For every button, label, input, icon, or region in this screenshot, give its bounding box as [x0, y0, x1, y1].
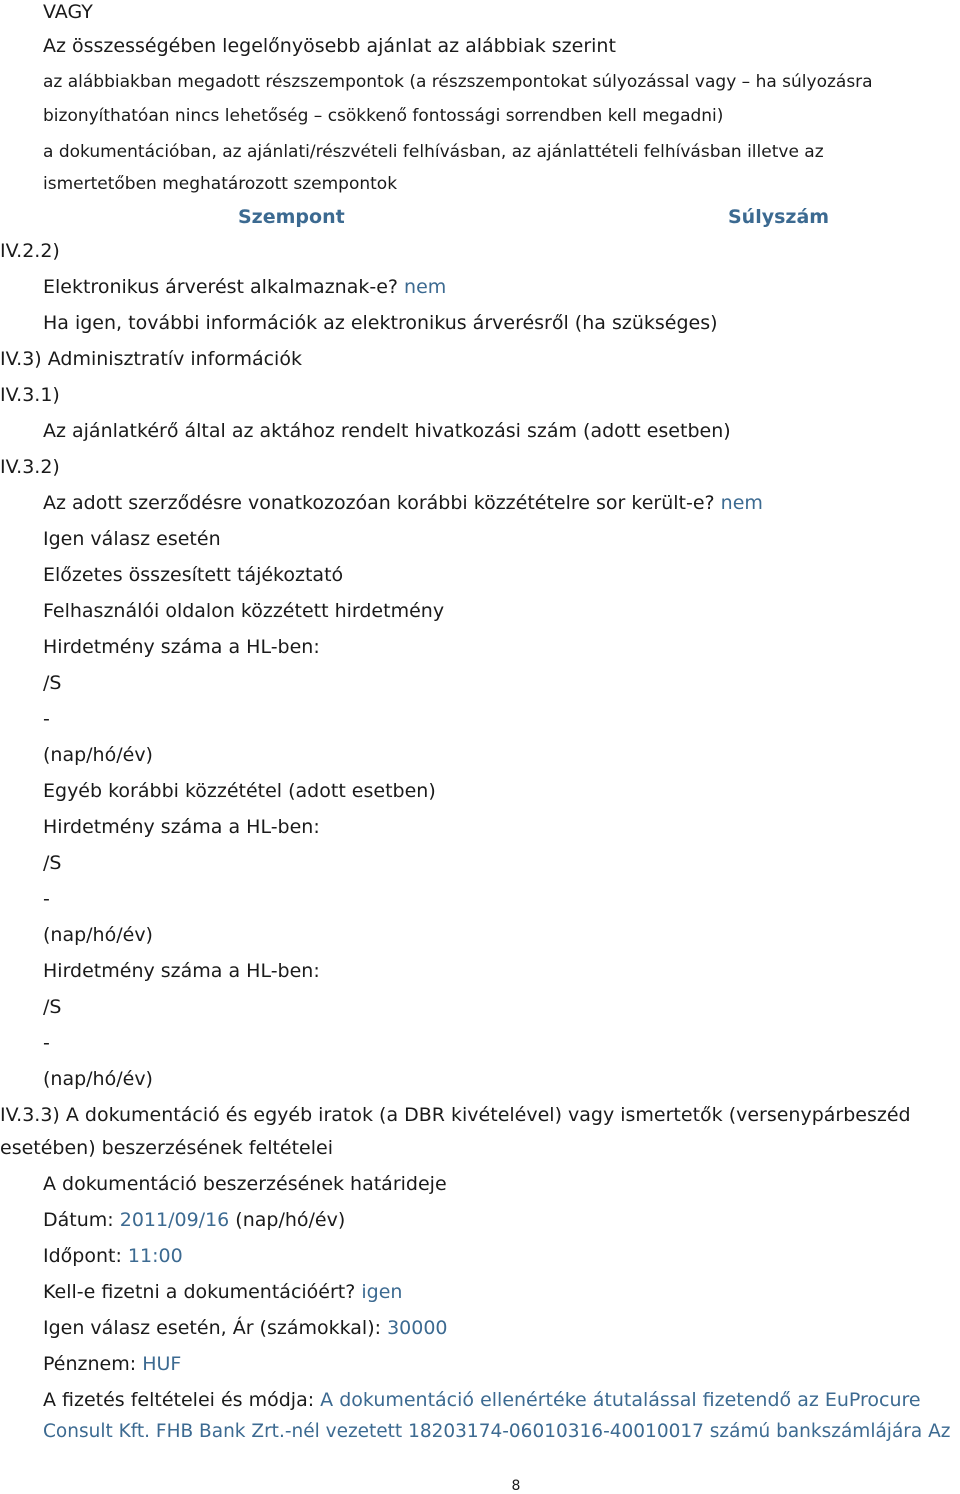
prior-information-notice: Előzetes összesített tájékoztató	[43, 564, 344, 586]
currency-row: Pénznem: HUF	[43, 1353, 182, 1375]
payment-required-row: Kell-e fizetni a dokumentációért? igen	[43, 1281, 403, 1303]
column-header-szempont: Szempont	[238, 206, 345, 228]
date-format-2: (nap/hó/év)	[43, 924, 153, 946]
time-value: 11:00	[127, 1245, 183, 1267]
subcriteria-text-2: bizonyíthatóan nincs lehetőség – csökkenő fontossági sorrendben kell megadni)	[43, 106, 724, 126]
e-auction-more-info: Ha igen, további információk az elektronikus árverésről (ha szükséges)	[43, 312, 718, 334]
payment-required-answer: igen	[361, 1281, 403, 1303]
currency-value: HUF	[142, 1353, 182, 1375]
section-iv33-line-1: IV.3.3) A dokumentáció és egyéb iratok (a DBR kivételével) vagy ismertetők (versenypárbeszéd	[0, 1104, 911, 1126]
payment-terms-value-2: Consult Kft. FHB Bank Zrt.-nél vezetett 18203174-06010316-40010017 számú bankszámlájára Az	[43, 1421, 951, 1442]
s-field-3: /S	[43, 996, 62, 1018]
price-row: Igen válasz esetén, Ár (számokkal): 30000	[43, 1317, 448, 1339]
hl-number-label-1: Hirdetmény száma a HL-ben:	[43, 636, 320, 658]
payment-terms-value-1: A dokumentáció ellenértéke átutalással fizetendő az EuProcure	[320, 1389, 921, 1411]
subcriteria-text-1: az alábbiakban megadott részszempontok (a részszempontokat súlyozással vagy – ha súlyozásra	[43, 72, 873, 92]
e-auction-question: Elektronikus árverést alkalmaznak-e? nem	[43, 276, 447, 298]
s-field-2: /S	[43, 852, 62, 874]
hl-number-label-2: Hirdetmény száma a HL-ben:	[43, 816, 320, 838]
hl-number-label-3: Hirdetmény száma a HL-ben:	[43, 960, 320, 982]
if-yes-label: Igen válasz esetén	[43, 528, 221, 550]
price-value: 30000	[387, 1317, 448, 1339]
section-iv31: IV.3.1)	[0, 384, 60, 406]
prior-publication-question: Az adott szerződésre vonatkozozóan korábbi közzétételre sor került-e? nem	[43, 492, 763, 514]
s-field-1: /S	[43, 672, 62, 694]
page-number: 8	[511, 1478, 521, 1494]
buyer-profile-notice: Felhasználói oldalon közzétett hirdetmény	[43, 600, 445, 622]
payment-terms-row: A fizetés feltételei és módja: A dokumentáció ellenértéke átutalással fizetendő az EuProcure	[43, 1389, 921, 1411]
documentation-deadline-heading: A dokumentáció beszerzésének határideje	[43, 1173, 447, 1195]
prior-publication-answer: nem	[720, 492, 763, 514]
date-format-1: (nap/hó/év)	[43, 744, 153, 766]
date-row: Dátum: 2011/09/16 (nap/hó/év)	[43, 1209, 346, 1231]
dash-2: -	[43, 888, 50, 910]
date-value: 2011/09/16	[119, 1209, 230, 1231]
date-format-3: (nap/hó/év)	[43, 1068, 153, 1090]
section-iv22: IV.2.2)	[0, 240, 60, 262]
reference-number-label: Az ajánlatkérő által az aktához rendelt hivatkozási szám (adott esetben)	[43, 420, 731, 442]
dash-3: -	[43, 1032, 50, 1054]
dash-1: -	[43, 708, 50, 730]
section-iv33-line-2: esetében) beszerzésének feltételei	[0, 1137, 333, 1159]
section-iv3: IV.3) Adminisztratív információk	[0, 348, 302, 370]
column-header-sulyszam: Súlyszám	[728, 206, 830, 228]
subcriteria-text-3: a dokumentációban, az ajánlati/részvételi felhívásban, az ajánlattételi felhívásban illetve az	[43, 142, 824, 162]
other-prior-publication: Egyéb korábbi közzététel (adott esetben)	[43, 780, 436, 802]
vagy-label: VAGY	[43, 1, 93, 23]
subcriteria-text-4: ismertetőben meghatározott szempontok	[43, 174, 398, 194]
overall-best-heading: Az összességében legelőnyösebb ajánlat az alábbiak szerint	[43, 35, 616, 57]
e-auction-answer: nem	[404, 276, 447, 298]
time-row: Időpont: 11:00	[43, 1245, 183, 1267]
section-iv32: IV.3.2)	[0, 456, 60, 478]
